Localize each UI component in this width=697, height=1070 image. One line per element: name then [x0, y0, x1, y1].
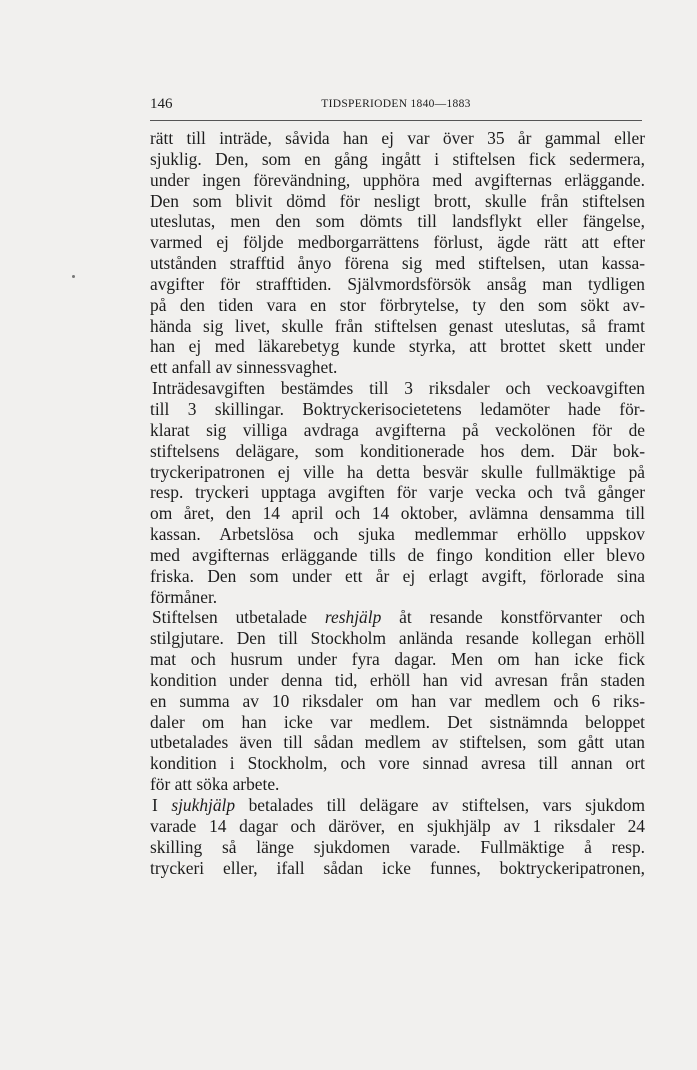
running-head: TIDSPERIODEN 1840—1883	[321, 98, 471, 110]
text-line: om året, den 14 april och 14 oktober, avlämna densamma till	[150, 503, 645, 524]
text-line: en summa av 10 riksdaler om han var medlem och 6 riks-	[150, 690, 645, 711]
text-line: skilling så länge sjukdomen varade. Fullmäktige å resp.	[150, 836, 645, 857]
text-line: stiftelsens delägare, som konditionerade hos dem. Där bok-	[150, 440, 645, 461]
text-line: utbetalades även till sådan medlem av stiftelsen, som gått utan	[150, 732, 645, 753]
text-line: kondition under denna tid, erhöll han vid avresan från staden	[150, 669, 645, 690]
page-number: 146	[150, 96, 173, 112]
text-line: under ingen förevändning, upphöra med avgifternas erläggande.	[150, 169, 645, 190]
text-line: ett anfall av sinnessvaghet.	[150, 357, 338, 378]
text-line: rätt till inträde, såvida han ej var över 35 år gammal eller	[150, 128, 645, 148]
text-line: uteslutas, men den som dömts till landsflykt eller fängelse,	[150, 211, 645, 232]
text-line: Inträdesavgiften bestämdes till 3 riksdaler och veckoavgiften	[152, 378, 645, 399]
text-line: förmåner.	[150, 586, 218, 607]
text-line: resp. tryckeri upptaga avgiften för varje vecka och två gånger	[150, 482, 645, 503]
text-line: Stiftelsen utbetalade reshjälp åt resande konstförvanter och	[152, 607, 645, 628]
text-line: mat och husrum under fyra dagar. Men om han icke fick	[150, 649, 645, 670]
text-line: för att söka arbete.	[150, 774, 280, 795]
italic-term: reshjälp	[324, 607, 382, 628]
text-line: tryckeri eller, ifall sådan icke funnes, boktryckeripatronen,	[150, 857, 645, 878]
text-line: friska. Den som under ett år ej erlagt avgift, förlorade sina	[150, 565, 645, 586]
text-line: daler om han icke var medlem. Det sistnämnda beloppet	[150, 711, 645, 732]
text-line: på den tiden vara en stor förbrytelse, ty den som sökt av-	[150, 294, 645, 315]
italic-term: sjukhjälp	[171, 795, 236, 815]
speck-mark	[72, 275, 75, 278]
page-header	[150, 96, 642, 116]
text-line: till 3 skillingar. Boktryckerisocietetens ledamöter hade för-	[150, 398, 645, 419]
body-text	[150, 128, 645, 878]
text-line: utstånden strafftid ånyo förena sig med stiftelsen, utan kassa-	[150, 253, 645, 274]
text-line: avgifter för strafftiden. Självmordsförsök ansåg man tydligen	[150, 273, 645, 294]
text-line: han ej med läkarebetyg kunde styrka, att brottet skett under	[150, 336, 645, 357]
text-line: tryckeripatronen ej ville ha detta besvär skulle fullmäktige på	[150, 461, 645, 482]
text-line: sjuklig. Den, som en gång ingått i stiftelsen fick sedermera,	[150, 148, 645, 169]
text-line: klarat sig villiga avdraga avgifterna på veckolönen för de	[150, 419, 645, 440]
text-line: kondition i Stockholm, och vore sinnad avresa till annan ort	[150, 753, 645, 774]
text-line: hända sig livet, skulle från stiftelsen genast uteslutas, så framt	[150, 315, 645, 336]
text-line: varade 14 dagar och däröver, en sjukhjälp av 1 riksdaler 24	[150, 815, 645, 836]
text-line: Den som blivit dömd för nesligt brott, skulle från stiftelsen	[150, 190, 645, 211]
text-line: I sjukhjälp betalades till delägare av stiftelsen, vars sjukdom	[152, 795, 646, 815]
text-line: varmed ej följde medborgarrättens förlust, ägde rätt att efter	[150, 232, 645, 253]
text-line: kassan. Arbetslösa och sjuka medlemmar erhöllo uppskov	[150, 524, 645, 545]
header-rule	[150, 120, 642, 121]
text-line: med avgifternas erläggande tills de fingo kondition eller blevo	[150, 544, 645, 565]
text-line: stilgjutare. Den till Stockholm anlända resande kollegan erhöll	[150, 628, 645, 649]
